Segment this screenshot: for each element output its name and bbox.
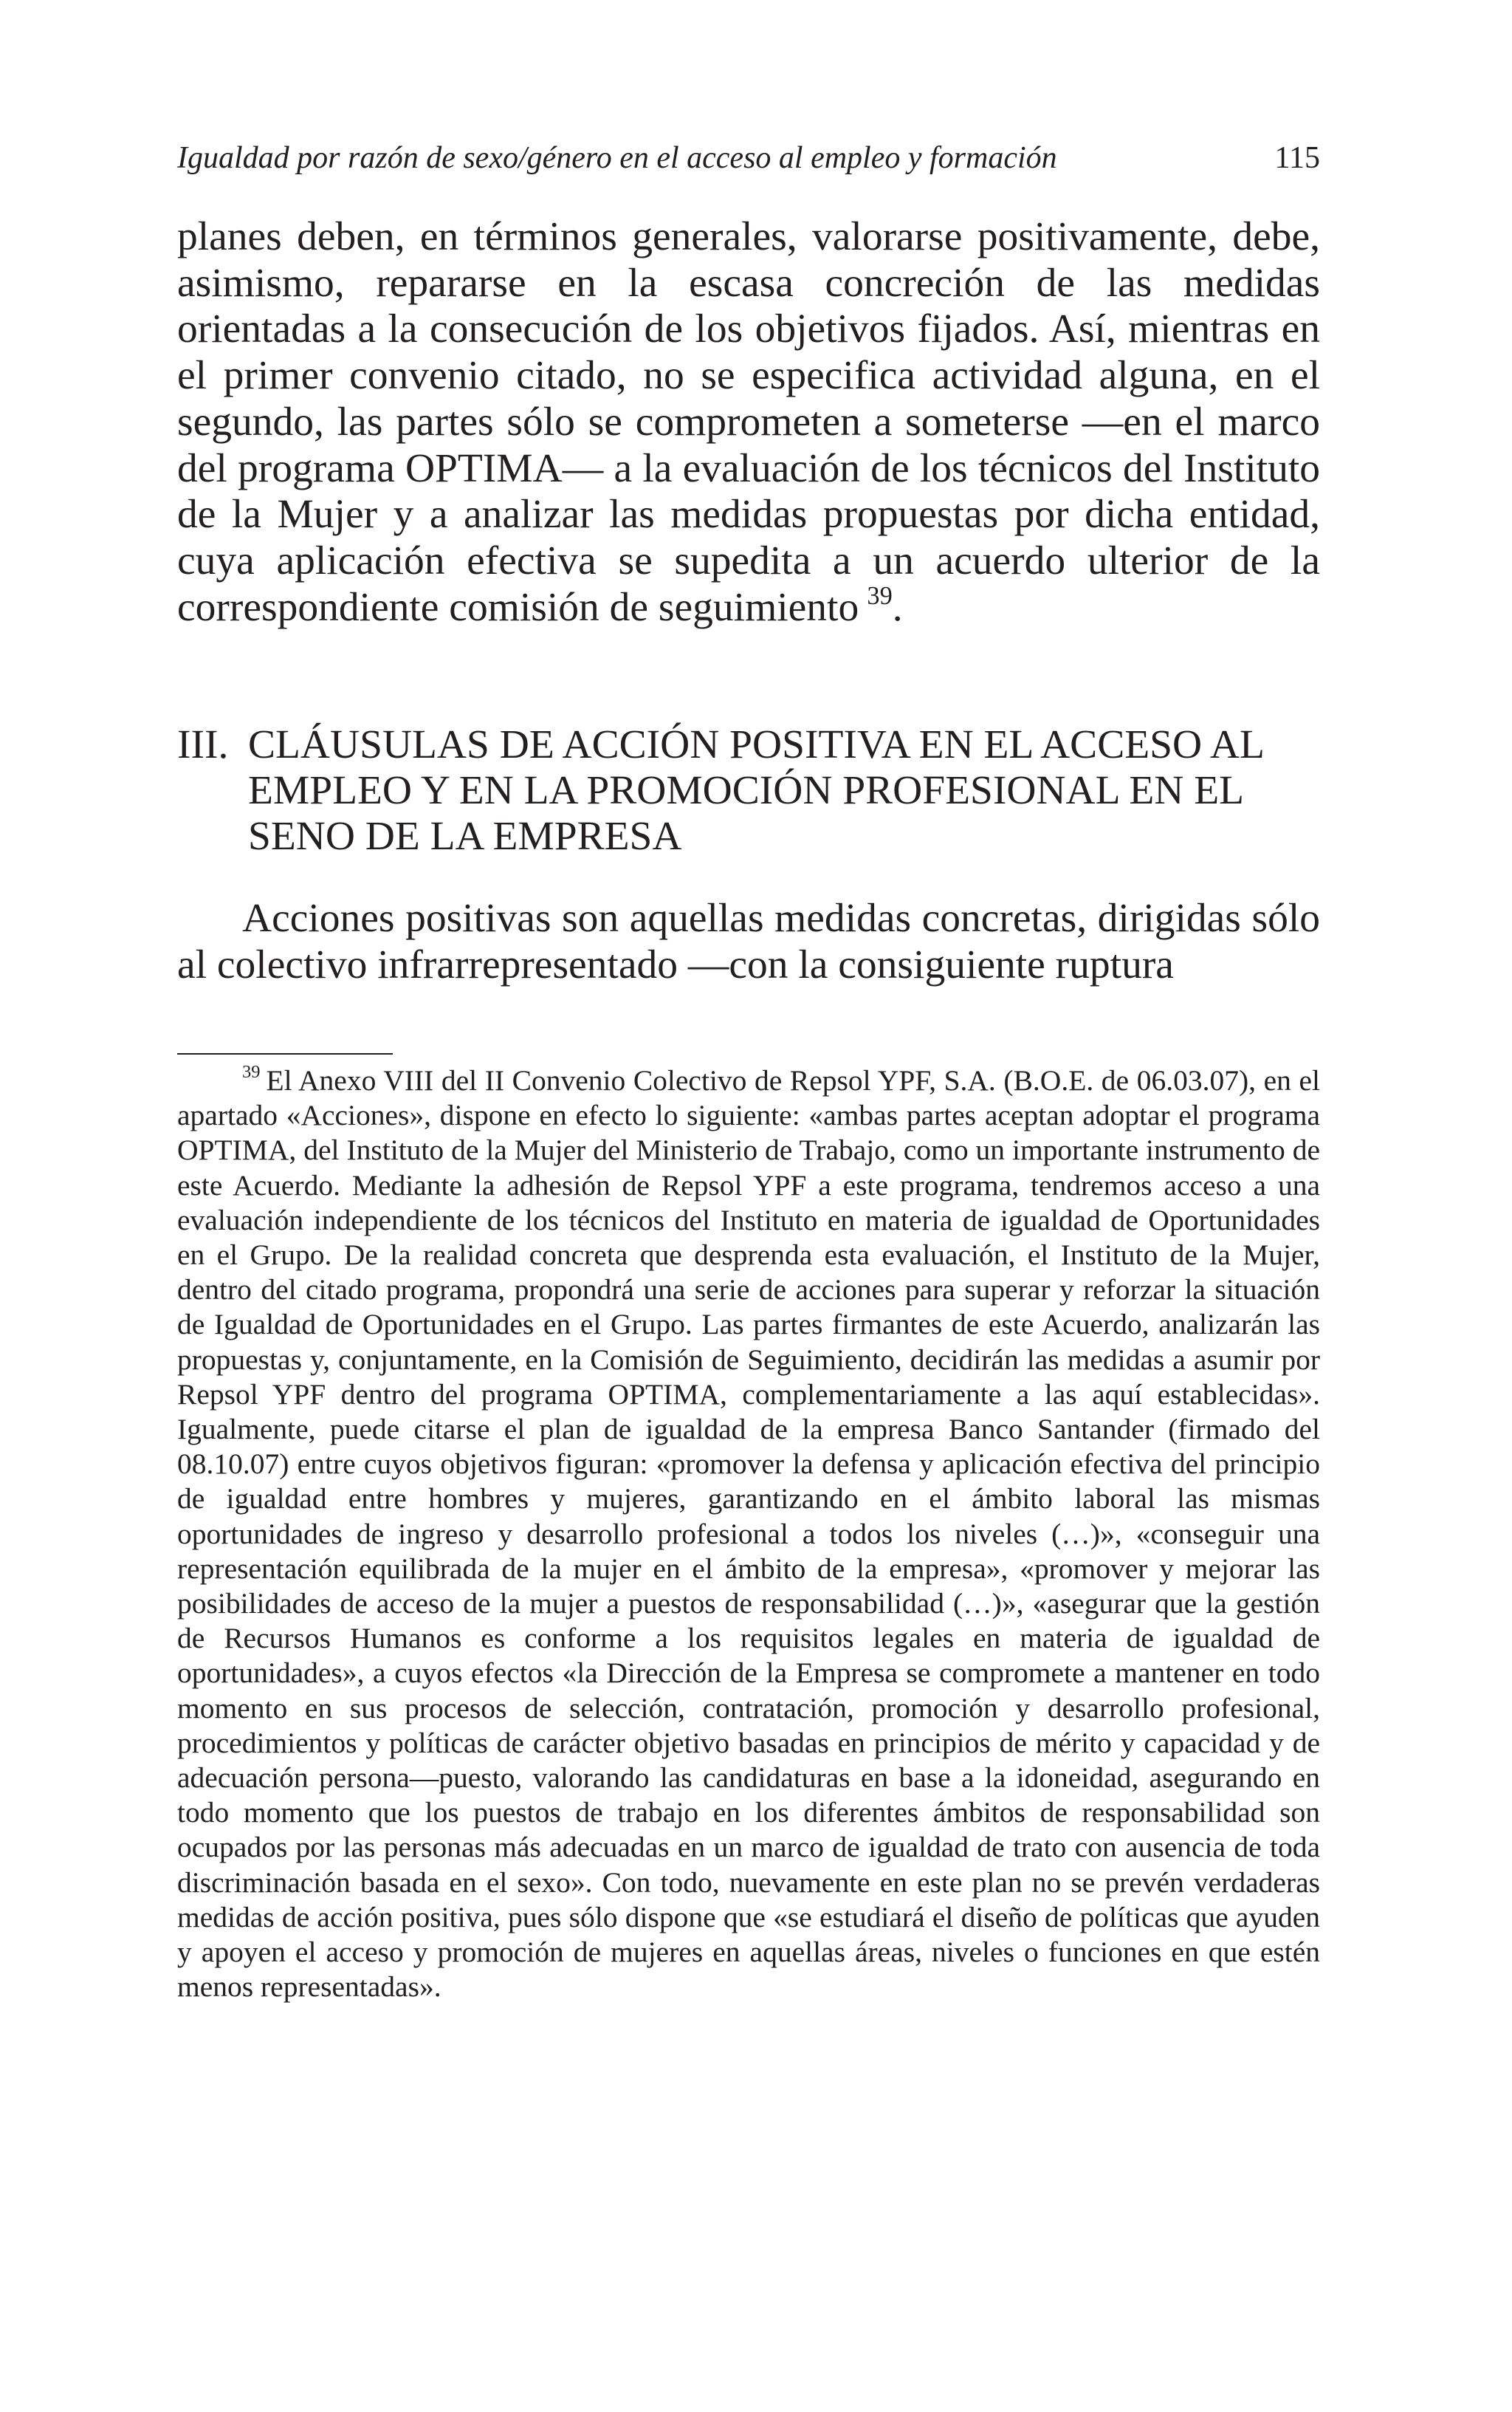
running-header-title: Igualdad por razón de sexo/género en el acceso al empleo y formación — [177, 141, 1057, 175]
paragraph-1-end: . — [892, 584, 903, 630]
page-number: 115 — [1274, 141, 1320, 175]
section-title: CLÁUSULAS DE ACCIÓN POSITIVA EN EL ACCESO AL EMPLEO Y EN LA PROMOCIÓN PROFESIONAL EN EL SENO DE LA EMPRESA — [248, 722, 1263, 859]
footnote-separator — [177, 1053, 393, 1055]
body-paragraph-1 — [177, 214, 1320, 631]
body-paragraph-2: Acciones positivas son aquellas medidas concretas, dirigidas sólo al colectivo infrarrepresentado —con la consiguiente ruptura — [177, 896, 1320, 987]
paragraph-1-text: planes deben, en términos generales, valorarse positivamente, debe, asimismo, repararse en la escasa concreción de las medidas orientadas a la consecución de los objetivos fijados. Así, mientras en el primer convenio citado, no se especifica actividad alguna, en el segundo, las partes sólo se comprometen a someterse —en el marco del programa OPTIMA— a la evaluación de los técnicos del Instituto de la Mujer y a analizar las medidas propuestas por dicha entidad, cuya aplicación efectiva se supedita a un acuerdo ulterior de la correspondiente comisión de seguimiento — [177, 214, 1320, 630]
footnote-text: El Anexo VIII del II Convenio Colectivo de Repsol YPF, S.A. (B.O.E. de 06.03.07), en el apartado «Acciones», dispone en efecto lo siguiente: «ambas partes aceptan adoptar el programa OPTIMA, del Instituto de la Mujer del Ministerio de Trabajo, como un importante instrumento de este Acuerdo. Mediante la adhesión de Repsol YPF a este programa, tendremos acceso a una evaluación independiente de los técnicos del Instituto en materia de igualdad de Oportunidades en el Grupo. De la realidad concreta que desprenda esta evaluación, el Instituto de la Mujer, dentro del citado programa, propondrá una serie de acciones para superar y reforzar la situación de Igualdad de Oportunidades en el Grupo. Las partes firmantes de este Acuerdo, analizarán las propuestas y, conjuntamente, en la Comisión de Seguimiento, decidirán las medidas a asumir por Repsol YPF dentro del programa OPTIMA, complementariamente a las aquí establecidas». Igualmente, puede citarse el plan de igualdad de la empresa Banco Santander (firmado del 08.10.07) entre cuyos objetivos figuran: «promover la defensa y aplicación efectiva del principio de igualdad entre hombres y mujeres, garantizando en el ámbito laboral las mismas oportunidades de ingreso y desarrollo profesional a todos los niveles (…)», «conseguir una representación equilibrada de la mujer en el ámbito de la empresa», «promover y mejorar las posibilidades de acceso de la mujer a puestos de responsabilidad (…)», «asegurar que la gestión de Recursos Humanos es conforme a los requisitos legales en materia de igualdad de oportunidades», a cuyos efectos «la Dirección de la Empresa se compromete a mantener en todo momento en sus procesos de selección, contratación, promoción y desarrollo profesional, procedimientos y políticas de carácter objetivo basadas en principios de mérito y capacidad y de adecuación persona—puesto, valorando las candidaturas en base a la idoneidad, asegurando en todo momento que los puestos de trabajo en los diferentes ámbitos de responsabilidad son ocupados por las personas más adecuadas en un marco de igualdad de trato con ausencia de toda discriminación basada en el sexo». Con todo, nuevamente en este plan no se prevén verdaderas medidas de acción positiva, pues sólo dispone que «se estudiará el diseño de políticas que ayuden y apoyen el acceso y promoción de mujeres en aquellas áreas, niveles o funciones en que estén menos representadas». — [177, 1064, 1320, 2004]
footnote-number: 39 — [242, 1062, 261, 1083]
section-number: III. — [177, 722, 229, 767]
footnote-39 — [177, 1063, 1320, 2004]
footnote-reference-39[interactable]: 39 — [867, 582, 893, 611]
